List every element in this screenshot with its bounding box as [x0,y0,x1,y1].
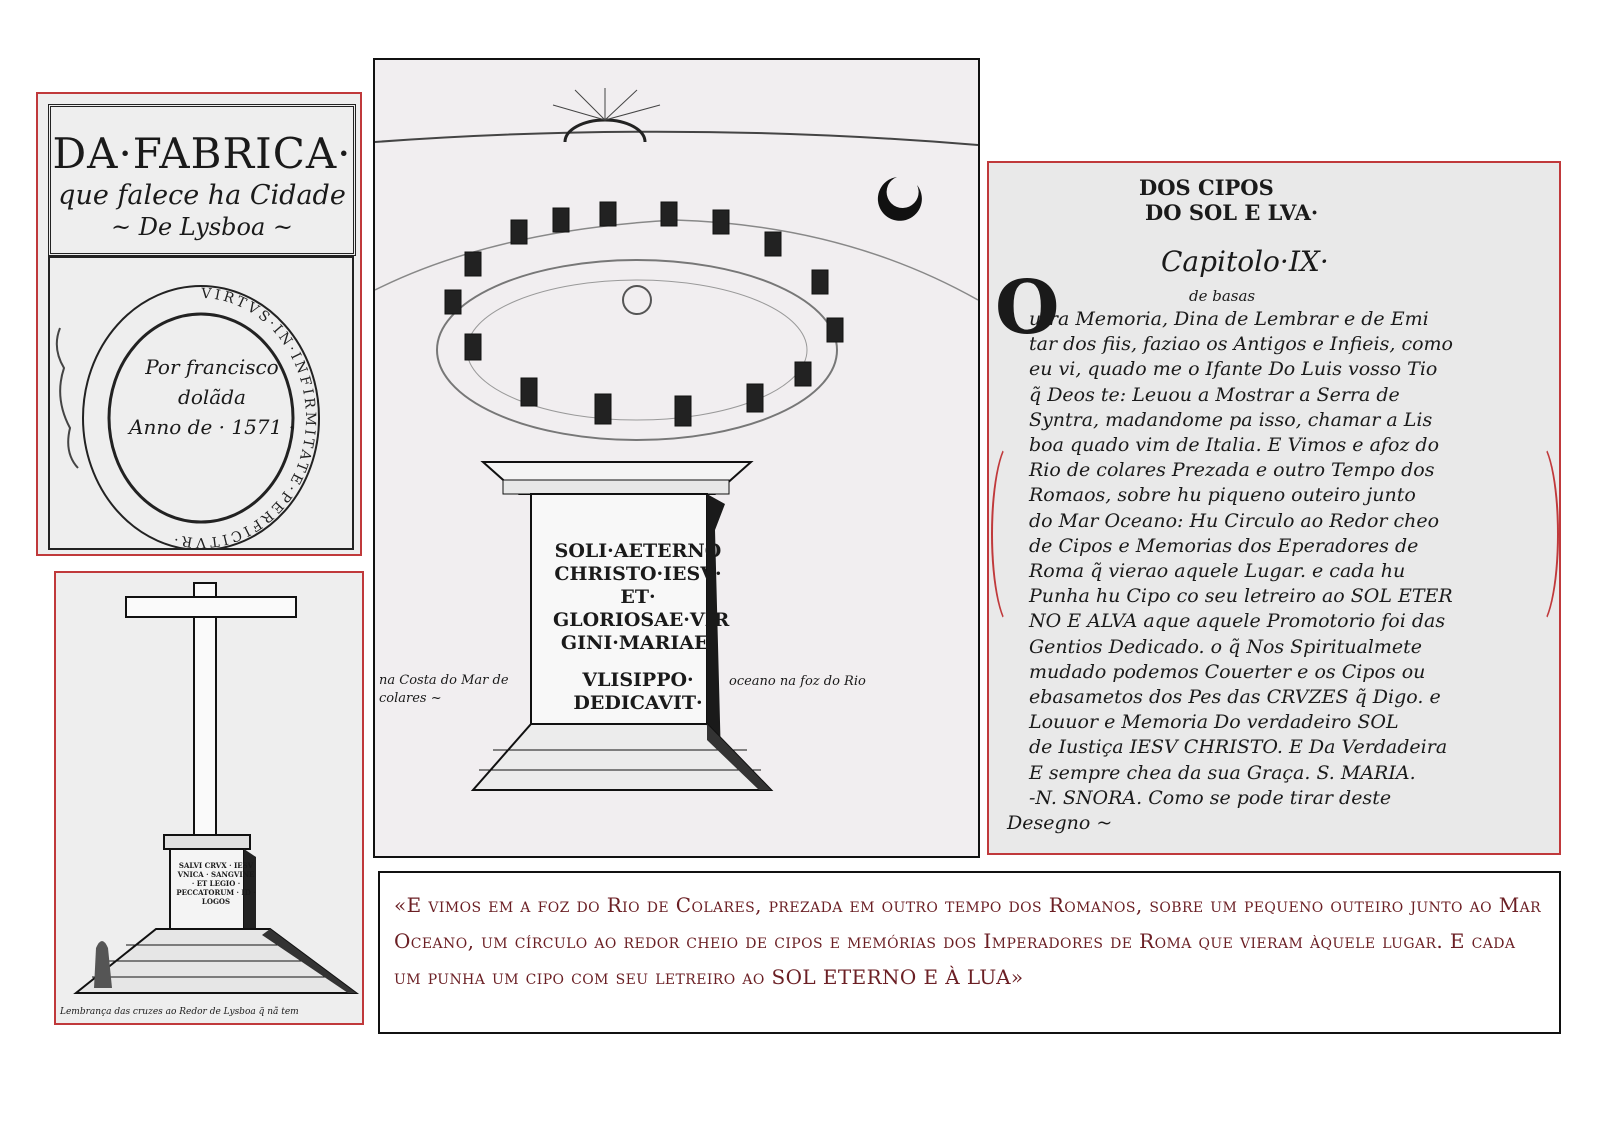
manuscript-line: tar dos fiis, faziao os Antigos e Infieis, como [1029,333,1453,356]
heading-line-2: DO SOL E LVA· [1145,200,1319,225]
title-cartouche [48,104,356,256]
inscription-line [553,655,723,669]
inscription-line: GINI·MARIAE· [560,632,716,654]
manuscript-line: Punha hu Cipo co seu letreiro ao SOL ETER [1029,585,1453,608]
cross-caption: Lembrança das cruzes ao Redor de Lysboa q̃ nã tem [60,1007,299,1017]
manuscript-line: de Cipos e Memorias dos Eperadores de [1029,534,1419,557]
manuscript-line: q̃ Deos te: Leuou a Mostrar a Serra de [1029,383,1400,406]
left-bracket-mark [991,439,1035,629]
manuscript-line: do Mar Oceano: Hu Circulo ao Redor cheo [1029,509,1440,532]
manuscript-line: Roma q̃ vierao aquele Lugar. e cada hu [1029,560,1406,583]
manuscript-line: mudado podemos Couerter e os Cipos ou [1029,660,1426,683]
monument-drawing-panel [373,58,980,858]
manuscript-line: boa quado vim de Italia. E Vimos e afoz do [1029,434,1440,457]
cross-drawing [56,573,362,1023]
title-line-1: DA·FABRICA· [52,129,352,178]
monument-inscription [553,540,730,715]
manuscript-heading [1139,175,1318,225]
title-line-2: que falece ha Cidade [58,180,346,211]
manuscript-line: Romaos, sobre hu piqueno outeiro junto [1029,484,1416,507]
author-line-1: Por francisco dolãda [145,355,279,409]
manuscript-line: Rio de colares Prezada e outro Tempo dos [1029,459,1435,482]
note-left: na Costa do Mar de colares ~ [379,673,509,706]
manuscript-panel [987,161,1561,855]
interlinear-note: de basas [1189,287,1256,305]
inscription-line: GLORIOSAE·VIR [553,609,730,631]
chapter-title: Capitolo·IX· [1161,245,1329,278]
inscription-line: VLISIPPO· [582,669,694,691]
note-right: oceano na foz do Rio [729,674,866,689]
quote-caption-box [378,871,1561,1034]
manuscript-text [1007,307,1555,836]
inscription-line: SOLI·AETERNO [554,540,722,562]
title-medallion [48,256,354,550]
manuscript-line: ebasametos dos Pes das CRVZES q̃ Digo. e [1029,686,1441,709]
inscription-line: DEDICAVIT· [573,692,703,714]
manuscript-line: Syntra, madandome pa isso, chamar a Lis [1029,408,1433,431]
manuscript-line: Louuor e Memoria Do verdadeiro SOL [1029,711,1399,734]
author-text [112,352,312,442]
quote-caption: «E vimos em a foz do Rio de Colares, prezada em outro tempo dos Romanos, sobre um pequeno outeiro junto ao Mar Oceano, um círculo ao redor cheio de cipos e memórias dos Imperadores de Roma que vieram àquele lugar. E cada um punha um cipo com seu letreiro ao SOL ETERNO E À LUA» [394,893,1542,989]
manuscript-line: -N. SNORA. Como se pode tirar deste [1029,786,1392,809]
manuscript-line: Gentios Dedicado. o q̃ Nos Spiritualmete [1029,635,1422,658]
manuscript-line: Desegno ~ [1007,812,1113,835]
cross-inscription: SALVI CRVX · IESV VNICA · SANGVINE · ET LEGIO · PECCATORUM · ID · LOGOS [176,861,256,906]
author-line-2: Anno de · 1571 · [129,415,295,439]
cipos-circle-drawing [375,60,978,856]
drop-cap: O [995,265,1060,351]
manuscript-line: E sempre chea da sua Graça. S. MARIA. [1029,761,1416,784]
right-bracket-mark [1515,439,1559,629]
cross-panel [54,571,364,1025]
inscription-line: CHRISTO·IESV· [554,563,722,585]
inscription-line: ET· [620,586,656,608]
title-line-3: ~ De Lysboa ~ [110,213,294,241]
title-page-panel [36,92,362,556]
manuscript-line: eu vi, quado me o Ifante Do Luis vosso Tio [1029,358,1438,381]
manuscript-line: NO E ALVA aque aquele Promotorio foi das [1029,610,1446,633]
heading-line-1: DOS CIPOS [1139,175,1274,200]
manuscript-line: utra Memoria, Dina de Lembrar e de Emi [1029,308,1429,330]
motto-text: VIRTVS·IN·INFIRMITATE·PERFICITVR· [169,285,319,548]
manuscript-line: de Iustiça IESV CHRISTO. E Da Verdadeira [1029,736,1448,759]
